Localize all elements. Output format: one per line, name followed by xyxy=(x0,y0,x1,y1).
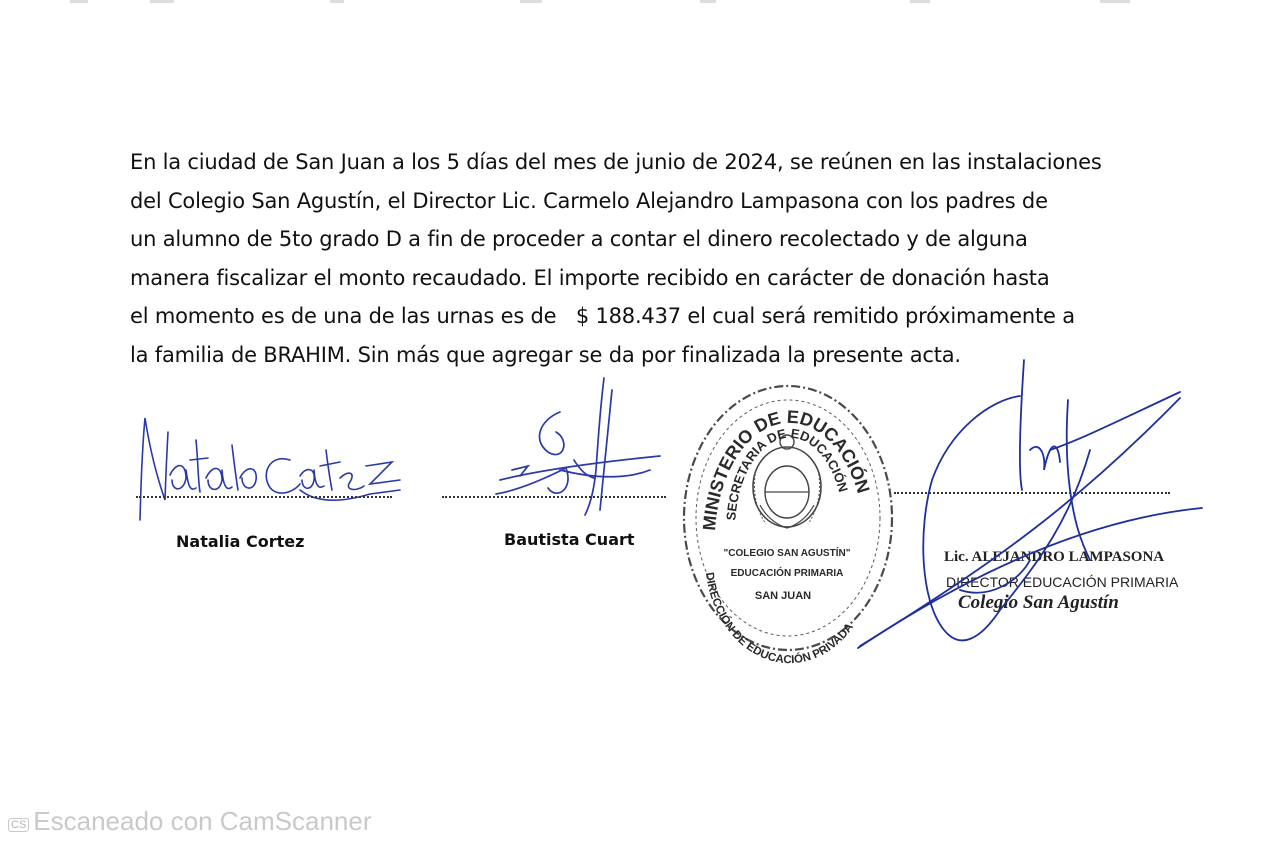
body-line-2: del Colegio San Agustín, el Director Lic. Carmelo Alejandro Lampasona con los padres de xyxy=(130,188,1048,213)
director-school: Colegio San Agustín xyxy=(958,592,1119,613)
signature-line-bautista xyxy=(442,496,666,498)
signer-name-natalia: Natalia Cortez xyxy=(176,532,305,551)
director-name: Lic. ALEJANDRO LAMPASONA xyxy=(944,549,1165,565)
seal-level: EDUCACIÓN PRIMARIA xyxy=(730,568,844,579)
body-line-1: En la ciudad de San Juan a los 5 días del mes de junio de 2024, se reúnen en las instalaciones xyxy=(130,150,1102,174)
watermark-text: Escaneado con CamScanner xyxy=(33,806,372,836)
seal-outer-text: MINISTERIO DE EDUCACIÓN xyxy=(699,406,874,532)
body-line-4: manera fiscalizar el monto recaudado. El importe recibido en carácter de donación hasta xyxy=(130,265,1050,290)
body-line-5: el momento es de una de las urnas es de $ 188.437 el cual será remitido próximamente a xyxy=(130,304,1075,328)
signature-line-natalia xyxy=(136,496,392,498)
body-line-3: un alumno de 5to grado D a fin de proceder a contar el dinero recolectado y de alguna xyxy=(130,227,1028,251)
seal-bottom-text: DIRECCIÓN DE EDUCACIÓN PRIVADA xyxy=(702,571,856,667)
camscanner-watermark xyxy=(8,806,371,837)
acta-body-paragraph xyxy=(130,143,1176,374)
signer-name-bautista: Bautista Cuart xyxy=(504,530,635,549)
camscanner-logo-icon: CS xyxy=(8,818,29,832)
signature-line-director xyxy=(894,492,1170,494)
seal-inner-text: SECRETARIA DE EDUCACIÓN xyxy=(723,425,851,521)
scan-edge-marks xyxy=(0,0,1280,6)
body-line-6: la familia de BRAHIM. Sin más que agregar se da por finalizada la presente acta. xyxy=(130,342,961,367)
seal-city: SAN JUAN xyxy=(754,590,812,602)
director-role: DIRECTOR EDUCACIÓN PRIMARIA xyxy=(946,574,1179,590)
seal-school-name: "COLEGIO SAN AGUSTÍN" xyxy=(723,548,851,559)
